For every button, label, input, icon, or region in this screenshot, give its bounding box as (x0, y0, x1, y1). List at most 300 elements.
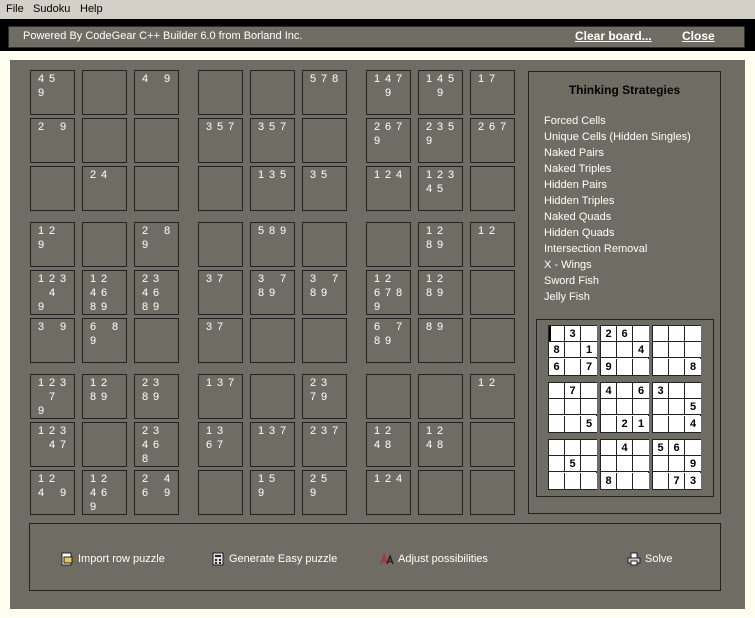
mini-cell[interactable]: 7 (565, 383, 581, 399)
candidate-digit: 3 (257, 273, 265, 285)
board-cell[interactable] (250, 118, 295, 163)
candidate-digit: 8 (111, 321, 119, 333)
candidate-digit: 7 (216, 321, 224, 333)
candidate-digit: 7 (216, 273, 224, 285)
candidate-digit: 2 (425, 121, 433, 133)
menu-bar (0, 0, 755, 19)
board-cell[interactable] (366, 70, 411, 115)
board-cell[interactable] (30, 166, 75, 211)
strategy-item[interactable]: Naked Pairs (544, 147, 604, 159)
mini-cell[interactable] (633, 326, 649, 342)
candidate-digit: 7 (384, 287, 392, 299)
board-cell[interactable] (302, 374, 347, 419)
candidate-digit: 6 (152, 439, 160, 451)
board-cell[interactable] (82, 222, 127, 267)
mini-cell[interactable]: 3 (685, 473, 701, 489)
mini-cell[interactable]: 4 (633, 342, 649, 358)
candidate-digit: 9 (100, 391, 108, 403)
board-cell[interactable] (30, 222, 75, 267)
candidate-digit: 3 (320, 377, 328, 389)
board-cell[interactable] (302, 118, 347, 163)
board-cell[interactable] (250, 70, 295, 115)
mini-cell[interactable] (633, 456, 649, 472)
candidate-digit: 9 (279, 225, 287, 237)
board-cell[interactable] (366, 318, 411, 363)
candidate-digit: 8 (163, 225, 171, 237)
mini-box (600, 325, 649, 376)
candidate-digit: 9 (373, 135, 381, 147)
candidate-digit: 3 (268, 169, 276, 181)
candidate-digit: 1 (257, 473, 265, 485)
board-cell[interactable] (250, 374, 295, 419)
mini-cell[interactable]: 8 (549, 342, 565, 358)
candidate-digit: 9 (89, 335, 97, 347)
mini-cell[interactable]: 3 (565, 326, 581, 342)
candidate-digit: 4 (141, 73, 149, 85)
generate-easy-puzzle-label: Generate Easy puzzle (229, 553, 338, 565)
mini-cell[interactable]: 9 (601, 359, 617, 375)
candidate-digit: 1 (373, 425, 381, 437)
board-cell[interactable] (82, 270, 127, 315)
candidate-digit: 9 (436, 87, 444, 99)
candidate-digit: 4 (436, 73, 444, 85)
board-cell[interactable] (302, 270, 347, 315)
candidate-digit: 1 (425, 73, 433, 85)
board-cell[interactable] (418, 70, 463, 115)
candidate-digit: 4 (425, 439, 433, 451)
candidate-digit: 1 (89, 377, 97, 389)
board-cell[interactable] (82, 70, 127, 115)
mini-cell[interactable] (601, 456, 617, 472)
candidate-digit: 1 (425, 425, 433, 437)
candidate-digit: 3 (152, 425, 160, 437)
candidate-digit: 8 (257, 287, 265, 299)
candidate-digit: 6 (141, 487, 149, 499)
mini-box (600, 439, 649, 490)
mini-cell[interactable]: 5 (685, 399, 701, 415)
mini-cell[interactable] (617, 456, 633, 472)
mini-cell[interactable] (581, 473, 597, 489)
candidate-digit: 9 (59, 487, 67, 499)
candidate-digit: 9 (59, 121, 67, 133)
candidate-digit: 6 (373, 287, 381, 299)
candidate-digit: 3 (309, 169, 317, 181)
mini-cell[interactable]: 6 (617, 326, 633, 342)
candidate-digit: 1 (373, 169, 381, 181)
candidate-digit: 9 (163, 73, 171, 85)
candidate-digit: 3 (309, 273, 317, 285)
board-cell[interactable] (302, 318, 347, 363)
generate-easy-puzzle-button[interactable] (211, 552, 337, 566)
mini-cell[interactable] (617, 473, 633, 489)
mini-cell[interactable]: 4 (685, 416, 701, 432)
menu-sudoku[interactable]: Sudoku (33, 3, 71, 15)
mini-cell[interactable] (633, 440, 649, 456)
board-cell[interactable] (30, 422, 75, 467)
candidate-digit: 2 (384, 425, 392, 437)
board-cell[interactable] (470, 222, 515, 267)
mini-cell[interactable] (653, 326, 669, 342)
candidate-digit: 2 (488, 377, 496, 389)
mini-cell[interactable]: 5 (653, 440, 669, 456)
candidate-digit: 1 (373, 473, 381, 485)
board-cell[interactable] (366, 374, 411, 419)
candidate-digit: 1 (37, 425, 45, 437)
candidate-digit: 9 (37, 405, 45, 417)
candidate-digit: 1 (257, 169, 265, 181)
printer-icon (627, 552, 641, 566)
mini-cell[interactable] (669, 326, 685, 342)
candidate-digit: 9 (425, 135, 433, 147)
strategy-item[interactable]: Unique Cells (Hidden Singles) (544, 131, 691, 143)
board-cell[interactable] (134, 270, 179, 315)
mini-cell[interactable] (669, 399, 685, 415)
mini-cell[interactable] (565, 473, 581, 489)
mini-cell[interactable] (669, 342, 685, 358)
mini-cell[interactable] (549, 383, 565, 399)
board-cell[interactable] (470, 318, 515, 363)
candidate-digit: 3 (216, 377, 224, 389)
mini-cell[interactable] (633, 473, 649, 489)
candidate-digit: 3 (37, 321, 45, 333)
candidate-digit: 5 (320, 473, 328, 485)
mini-sudoku-board (548, 325, 702, 491)
board-cell[interactable] (134, 422, 179, 467)
mini-cell[interactable]: 7 (669, 473, 685, 489)
board-cell[interactable] (198, 270, 243, 315)
candidate-digit: 3 (205, 121, 213, 133)
candidate-digit: 2 (141, 425, 149, 437)
candidate-digit: 5 (279, 169, 287, 181)
board-cell[interactable] (470, 118, 515, 163)
mini-cell[interactable] (617, 342, 633, 358)
mini-cell[interactable] (685, 342, 701, 358)
menu-file[interactable]: File (6, 3, 24, 15)
candidate-digit: 4 (425, 183, 433, 195)
candidate-digit: 8 (89, 301, 97, 313)
board-cell[interactable] (418, 422, 463, 467)
board-cell[interactable] (470, 374, 515, 419)
candidate-digit: 8 (425, 239, 433, 251)
board-cell[interactable] (30, 318, 75, 363)
mini-cell[interactable] (581, 440, 597, 456)
board-cell[interactable] (134, 166, 179, 211)
mini-cell[interactable]: 6 (669, 440, 685, 456)
strategy-item[interactable]: Intersection Removal (544, 243, 648, 255)
mini-cell[interactable] (549, 399, 565, 415)
board-cell[interactable] (366, 118, 411, 163)
candidate-digit: 5 (436, 183, 444, 195)
board-cell[interactable] (250, 166, 295, 211)
candidate-digit: 1 (373, 73, 381, 85)
candidate-digit: 1 (37, 473, 45, 485)
board-cell[interactable] (198, 374, 243, 419)
board-cell[interactable] (30, 270, 75, 315)
board-cell[interactable] (198, 470, 243, 515)
mini-cell[interactable] (669, 359, 685, 375)
board-cell[interactable] (250, 222, 295, 267)
mini-cell[interactable] (565, 399, 581, 415)
candidate-digit: 4 (395, 169, 403, 181)
mini-cell[interactable]: 8 (601, 473, 617, 489)
candidate-digit: 1 (205, 425, 213, 437)
board-cell[interactable] (366, 222, 411, 267)
mini-cell[interactable]: 5 (565, 456, 581, 472)
strategy-item[interactable]: X - Wings (544, 259, 592, 271)
candidate-digit: 1 (257, 425, 265, 437)
mini-cell[interactable]: 8 (685, 359, 701, 375)
board-cell[interactable] (134, 118, 179, 163)
board-cell[interactable] (418, 318, 463, 363)
strategy-item[interactable]: Hidden Quads (544, 227, 615, 239)
board-cell[interactable] (250, 318, 295, 363)
board-cell[interactable] (82, 166, 127, 211)
board-cell[interactable] (198, 318, 243, 363)
mini-cell[interactable] (617, 359, 633, 375)
clear-board-link[interactable]: Clear board... (575, 29, 652, 43)
candidate-digit: 6 (205, 439, 213, 451)
candidate-digit: 6 (384, 121, 392, 133)
board-cell[interactable] (198, 118, 243, 163)
strategy-item[interactable]: Hidden Pairs (544, 179, 607, 191)
mini-cell[interactable] (565, 359, 581, 375)
mini-box (600, 382, 649, 433)
candidate-digit: 9 (320, 391, 328, 403)
board-cell[interactable] (470, 422, 515, 467)
candidate-digit: 9 (89, 501, 97, 513)
mini-cell[interactable] (633, 359, 649, 375)
board-cell[interactable] (250, 470, 295, 515)
mini-cell[interactable] (617, 383, 633, 399)
board-cell[interactable] (134, 470, 179, 515)
board-cell[interactable] (30, 374, 75, 419)
board-cell[interactable] (470, 270, 515, 315)
mini-cell[interactable] (685, 326, 701, 342)
board-cell[interactable] (134, 318, 179, 363)
candidate-digit: 8 (89, 391, 97, 403)
mini-cell[interactable] (549, 416, 565, 432)
powered-by-label: Powered By CodeGear C++ Builder 6.0 from Borland Inc. (23, 30, 303, 42)
candidate-digit: 3 (436, 121, 444, 133)
mini-box (548, 439, 597, 490)
board-cell[interactable] (134, 70, 179, 115)
candidate-digit: 4 (163, 473, 171, 485)
candidate-digit: 8 (395, 287, 403, 299)
candidate-digit: 5 (268, 121, 276, 133)
mini-cell[interactable]: 5 (581, 416, 597, 432)
candidate-digit: 9 (384, 87, 392, 99)
board-cell[interactable] (198, 222, 243, 267)
board-cell[interactable] (366, 422, 411, 467)
candidate-digit: 7 (216, 439, 224, 451)
candidate-digit: 9 (384, 335, 392, 347)
board-cell[interactable] (30, 70, 75, 115)
mini-cell[interactable]: 9 (685, 456, 701, 472)
mini-cell[interactable] (549, 440, 565, 456)
strategy-item[interactable]: Naked Quads (544, 211, 612, 223)
candidate-digit: 1 (425, 273, 433, 285)
calculator-icon (211, 552, 225, 566)
mini-cell[interactable] (653, 399, 669, 415)
board-cell[interactable] (198, 70, 243, 115)
mini-cell[interactable] (653, 456, 669, 472)
mini-cell[interactable]: 3 (653, 383, 669, 399)
board-cell[interactable] (250, 422, 295, 467)
candidate-digit: 1 (477, 225, 485, 237)
candidate-digit: 2 (141, 473, 149, 485)
board-cell[interactable] (82, 318, 127, 363)
candidate-digit: 9 (152, 391, 160, 403)
board-cell[interactable] (134, 374, 179, 419)
candidate-digit: 1 (37, 377, 45, 389)
board-cell[interactable] (82, 118, 127, 163)
candidate-digit: 5 (447, 121, 455, 133)
board-cell[interactable] (302, 470, 347, 515)
board-cell[interactable] (302, 166, 347, 211)
candidate-digit: 1 (89, 473, 97, 485)
board-cell[interactable] (366, 470, 411, 515)
mini-cell[interactable] (653, 359, 669, 375)
board-cell[interactable] (250, 270, 295, 315)
candidate-digit: 3 (268, 425, 276, 437)
mini-cell[interactable] (633, 399, 649, 415)
board-cell[interactable] (366, 270, 411, 315)
mini-cell[interactable] (565, 440, 581, 456)
board-cell[interactable] (470, 470, 515, 515)
import-row-puzzle-button[interactable] (60, 552, 165, 566)
candidate-digit: 8 (141, 453, 149, 465)
mini-cell[interactable] (565, 416, 581, 432)
mini-cell[interactable]: 7 (581, 359, 597, 375)
mini-cell[interactable]: 1 (581, 342, 597, 358)
mini-cell[interactable] (581, 456, 597, 472)
mini-cell[interactable]: 2 (617, 416, 633, 432)
mini-cell[interactable] (617, 399, 633, 415)
mini-cell[interactable] (549, 473, 565, 489)
candidate-digit: 7 (48, 391, 56, 403)
board-cell[interactable] (470, 166, 515, 211)
mini-cell[interactable] (565, 342, 581, 358)
board-cell[interactable] (82, 374, 127, 419)
candidate-digit: 6 (152, 287, 160, 299)
font-aa-icon (380, 552, 394, 566)
strategy-item[interactable]: Hidden Triples (544, 195, 615, 207)
mini-cell[interactable] (601, 342, 617, 358)
candidate-digit: 3 (257, 121, 265, 133)
close-link[interactable]: Close (682, 29, 715, 43)
candidate-digit: 9 (320, 287, 328, 299)
candidate-digit: 7 (488, 73, 496, 85)
candidate-digit: 4 (37, 487, 45, 499)
candidate-digit: 9 (436, 287, 444, 299)
mini-cell[interactable] (549, 326, 565, 342)
mini-cell[interactable] (685, 383, 701, 399)
board-cell[interactable] (418, 166, 463, 211)
candidate-digit: 9 (152, 301, 160, 313)
mini-cell[interactable] (653, 416, 669, 432)
mini-box (652, 382, 701, 433)
mini-cell[interactable] (669, 383, 685, 399)
strategy-item[interactable]: Sword Fish (544, 275, 600, 287)
board-cell[interactable] (30, 118, 75, 163)
strategy-item[interactable]: Forced Cells (544, 115, 606, 127)
mini-cell[interactable] (581, 326, 597, 342)
candidate-digit: 7 (227, 377, 235, 389)
candidate-digit: 8 (141, 301, 149, 313)
board-cell[interactable] (82, 470, 127, 515)
candidate-digit: 2 (436, 225, 444, 237)
solve-button[interactable] (627, 552, 673, 566)
candidate-digit: 8 (268, 225, 276, 237)
board-cell[interactable] (366, 166, 411, 211)
board-cell[interactable] (302, 422, 347, 467)
candidate-digit: 2 (100, 473, 108, 485)
board-cell[interactable] (302, 70, 347, 115)
board-cell[interactable] (470, 70, 515, 115)
mini-cell[interactable]: 4 (601, 383, 617, 399)
candidate-digit: 9 (373, 301, 381, 313)
board-cell[interactable] (198, 166, 243, 211)
board-cell[interactable] (418, 374, 463, 419)
mini-cell[interactable]: 4 (617, 440, 633, 456)
mini-cell[interactable] (601, 399, 617, 415)
board-cell[interactable] (418, 118, 463, 163)
mini-cell[interactable]: 6 (549, 359, 565, 375)
mini-cell[interactable] (581, 399, 597, 415)
board-cell[interactable] (302, 222, 347, 267)
board-cell[interactable] (198, 422, 243, 467)
header-bar (8, 26, 745, 48)
candidate-digit: 3 (320, 425, 328, 437)
mini-cell[interactable]: 6 (633, 383, 649, 399)
candidate-digit: 1 (89, 273, 97, 285)
mini-cell[interactable] (653, 342, 669, 358)
mini-cell[interactable] (581, 383, 597, 399)
mini-cell[interactable] (669, 456, 685, 472)
board-cell[interactable] (418, 470, 463, 515)
candidate-digit: 7 (279, 121, 287, 133)
candidate-digit: 2 (141, 225, 149, 237)
candidate-digit: 3 (152, 273, 160, 285)
mini-box (548, 325, 597, 376)
mini-cell[interactable] (669, 416, 685, 432)
adjust-possibilities-button[interactable] (380, 552, 488, 566)
mini-cell[interactable] (549, 456, 565, 472)
candidate-digit: 7 (395, 321, 403, 333)
mini-cell[interactable]: 1 (633, 416, 649, 432)
candidate-digit: 6 (488, 121, 496, 133)
board-cell[interactable] (82, 422, 127, 467)
mini-cell[interactable] (601, 416, 617, 432)
candidate-digit: 9 (100, 301, 108, 313)
strategy-item[interactable]: Naked Triples (544, 163, 612, 175)
board-cell[interactable] (30, 470, 75, 515)
candidate-digit: 2 (436, 425, 444, 437)
board-cell[interactable] (418, 270, 463, 315)
board-cell[interactable] (418, 222, 463, 267)
mini-box (548, 382, 597, 433)
menu-help[interactable]: Help (80, 3, 103, 15)
candidate-digit: 2 (48, 377, 56, 389)
mini-cell[interactable] (601, 440, 617, 456)
mini-cell[interactable] (653, 473, 669, 489)
candidate-digit: 5 (447, 73, 455, 85)
board-cell[interactable] (134, 222, 179, 267)
candidate-digit: 4 (89, 287, 97, 299)
strategy-item[interactable]: Jelly Fish (544, 291, 590, 303)
mini-cell[interactable]: 2 (601, 326, 617, 342)
mini-cell[interactable] (685, 440, 701, 456)
